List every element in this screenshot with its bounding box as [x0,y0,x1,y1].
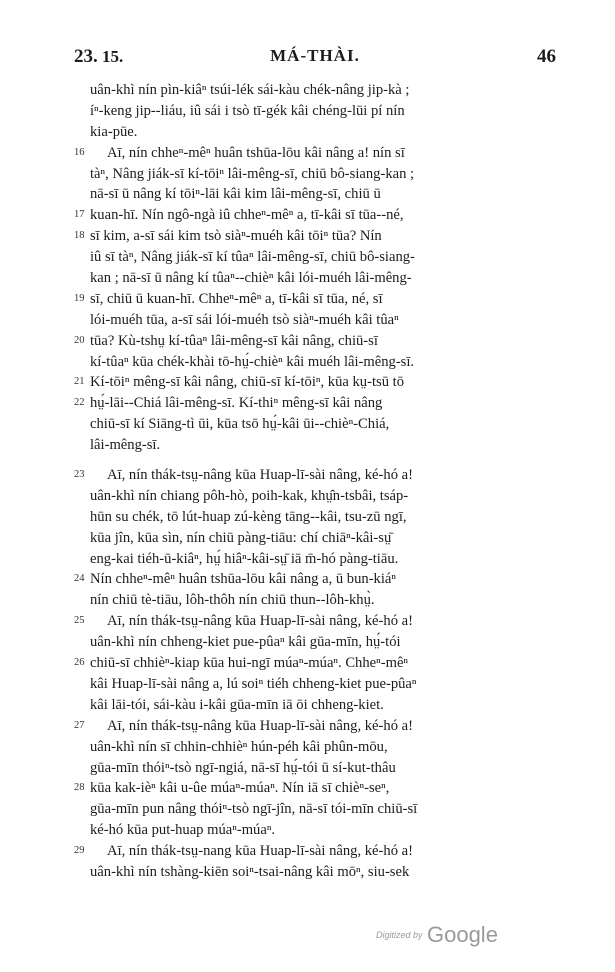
text-line [0,414,615,435]
text-line [0,653,615,674]
text-line [0,435,615,456]
verse-marker: 22 [74,397,85,409]
text-line [0,778,615,799]
verse-marker: 18 [74,230,85,242]
line-text: Nín chheⁿ-mêⁿ huân tshūa-lōu kâi nâng a, ū bun-kiáⁿ [90,571,396,588]
text-line [0,862,615,883]
page-title: MÁ-THÀI. [270,46,360,65]
text-line [0,820,615,841]
line-text: kan ; nā-sī ū nâng kí tûaⁿ--chièⁿ kâi lói-muéh lâi-mêng- [90,270,412,287]
line-text: kí-tûaⁿ kūa chék-khài tō-hṳ́-chièⁿ kâi muéh lâi-mêng-sī. [90,353,415,370]
text-line [0,122,615,143]
line-text: Aī, nín thák-tsṳ-nang kūa Huap-lī-sài nâng, ké-hó a! [107,843,413,860]
line-text: lâi-mêng-sī. [90,437,161,454]
text-line [0,372,615,393]
line-text: kuan-hī. Nín ngô-ngà iû chheⁿ-mêⁿ a, tī-kâi sī tūa--né, [90,207,404,224]
text-line [0,310,615,331]
running-header [74,46,556,70]
verse-marker: 24 [74,573,85,585]
verse-number: 15. [102,47,124,66]
text-line [0,352,615,373]
digitization-watermark [376,922,498,948]
line-text: nā-sī ū nâng kí tōiⁿ-lāi kâi kim lâi-mêng-sī, chiū ū [90,186,381,203]
text-line [0,549,615,570]
line-text: kūa jîn, kūa sìn, nín chiū pàng-tiāu: chí chiāⁿ-kâi-sṳ̄ [90,529,392,546]
page-number: 46 [537,46,556,67]
line-text: kâi Huap-lī-sài nâng a, lú soiⁿ tiéh chheng-kiet pue-pûaⁿ [90,675,417,692]
verse-marker: 23 [74,469,85,481]
line-text: chiū-sī kí Siāng-tì ūi, kūa tsō hṳ́-kâi ūi--chièⁿ-Chiá, [90,416,390,433]
text-line [0,80,615,101]
line-text: Aī, nín thák-tsṳ-nâng kūa Huap-lī-sài nâng, ké-hó a! [107,467,413,484]
text-line [0,737,615,758]
line-text: Aī, nín thák-tsṳ-nâng kūa Huap-lī-sài nâng, ké-hó a! [107,613,413,630]
verse-marker: 27 [74,719,85,731]
line-text: tūa? Kù-tshṳ kí-tûaⁿ lâi-mêng-sī kâi nâng, chiū-sī [90,332,378,349]
text-line [0,841,615,862]
verse-marker: 29 [74,845,85,857]
text-line [0,268,615,289]
line-text: kūa kak-ièⁿ kâi u-ûe múaⁿ-múaⁿ. Nín iā sī chièⁿ-seⁿ, [90,780,390,797]
line-text: gūa-mīn thóiⁿ-tsò ngī-ngiá, nā-sī hṳ́-tói ū sí-kut-thâu [90,759,396,776]
verse-marker: 19 [74,292,85,304]
text-line [0,611,615,632]
text-line [0,247,615,268]
line-text: uân-khì nín chiang pôh-hò, poih-kak, khṳ̂n-tsbâi, tsáp- [90,487,409,504]
line-text: uân-khì nín pìn-kiâⁿ tsúi-lék sái-kàu chék-nâng jip-kà ; [90,82,410,98]
line-text: hṳ́-lāi--Chiá lâi-mêng-sī. Kí-thiⁿ mêng-sī kâi nâng [90,395,383,412]
text-line [0,184,615,205]
text-line [0,164,615,185]
line-text: lói-muéh tūa, a-sī sái lói-muéh tsò siàⁿ-muéh kâi tûaⁿ [90,311,399,328]
verse-marker: 26 [74,657,85,669]
text-line [0,674,615,695]
text-line [0,632,615,653]
verse-marker: 17 [74,209,85,221]
verse-marker: 20 [74,334,85,346]
text-line [0,507,615,528]
line-text: gūa-mīn pun nâng thóiⁿ-tsò ngī-jîn, nā-sī tói-mīn chiū-sī [90,801,418,818]
google-logo: Google [426,922,498,947]
line-text: hūn su chék, tō lút-huap zú-kèng tāng--kâi, tsu-zū ngī, [90,508,407,525]
line-text: kia-pūe. [90,123,138,140]
text-line [0,569,615,590]
text-line [0,143,615,164]
line-text: eng-kai tiéh-ū-kiâⁿ, hṳ́ hiâⁿ-kâi-sṳ̄ iā m̄-hó pàng-tiāu. [90,550,399,567]
text-body [0,80,615,883]
text-line [0,465,615,486]
text-line [0,226,615,247]
verse-marker: 21 [74,376,85,388]
line-text: uân-khì nín chheng-kiet pue-pûaⁿ kâi gūa-mīn, hṳ́-tói [90,634,401,651]
line-text: uân-khì nín tshàng-kiēn soiⁿ-tsai-nâng kâi mōⁿ, siu-sek [90,863,410,880]
line-text: ké-hó kūa put-huap múaⁿ-múaⁿ. [90,822,276,839]
verse-marker: 28 [74,782,85,794]
line-text: sī kim, a-sī sái kim tsò siàⁿ-muéh kâi tōiⁿ tūa? Nín [90,228,382,245]
line-text: sī, chiū ū kuan-hī. Chheⁿ-mêⁿ a, tī-kâi sī tūa, né, sī [90,290,383,307]
text-line [0,393,615,414]
text-line [0,289,615,310]
text-line [0,486,615,507]
text-line [0,101,615,122]
line-text: Aī, nín thák-tsṳ-nâng kūa Huap-lī-sài nâng, ké-hó a! [107,717,413,734]
text-line [0,799,615,820]
text-line [0,528,615,549]
line-text: Kí-tōiⁿ mêng-sī kâi nâng, chiū-sī kí-tōiⁿ, kūa kṳ-tsū tō [90,374,404,391]
text-line [0,716,615,737]
text-line [0,590,615,611]
line-text: kâi lāi-tói, sái-kàu i-kâi gūa-mīn iā ōi chheng-kiet. [90,696,384,713]
text-line [0,205,615,226]
chapter-number: 23. [74,46,98,67]
text-line [0,331,615,352]
verse-marker: 25 [74,615,85,627]
text-line [0,758,615,779]
line-text: tàⁿ, Nâng jiák-sī kí-tōiⁿ lâi-mêng-sī, chiū bô-siang-kan ; [90,165,415,182]
verse-marker: 16 [74,146,85,158]
line-text: uân-khì nín sī chhin-chhièⁿ hún-péh kâi phûn-mōu, [90,738,388,755]
line-text: chiū-sī chhièⁿ-kiap kūa hui-ngī múaⁿ-múaⁿ. Chheⁿ-mêⁿ [90,655,409,672]
line-text: íⁿ-keng jip--liáu, iû sái i tsò tī-gék kâi chéng-lūi pí nín [90,102,405,119]
digitized-by-label: Digitized by [376,930,423,940]
line-text: nín chiū tè-tiāu, lôh-thôh nín chiū thun--lôh-khṳ̀. [90,592,375,609]
line-text: Aī, nín chheⁿ-mêⁿ huân tshūa-lōu kâi nâng a! nín sī [107,144,405,161]
text-line [0,695,615,716]
line-text: iû sī tàⁿ, Nâng jiák-sī kí tûaⁿ lâi-mêng-sī, chiū bô-siang- [90,249,415,266]
